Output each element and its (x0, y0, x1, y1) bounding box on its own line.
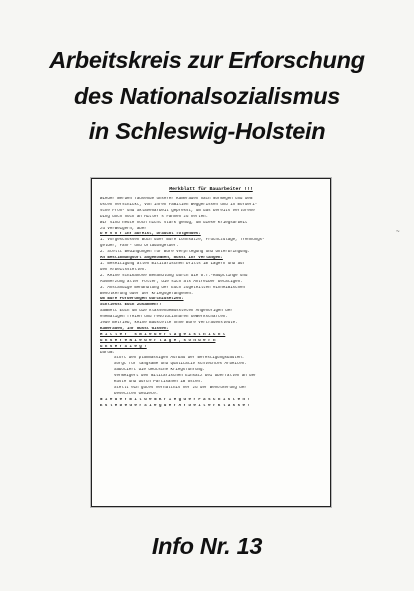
leaflet-line: besetzten Gebiete. (114, 391, 159, 396)
leaflet-lines (100, 197, 322, 410)
leaflet-line: 2. Keine schikanöse Behandlung durch die O.T.-Häuptlinge und (100, 273, 248, 278)
reproduced-leaflet (91, 178, 331, 507)
leaflet-line: Ding doch noch an Hitler's Fahnen zu heften. (100, 214, 209, 219)
leaflet-line: Kameraden, Ihr müsst wissen: (100, 326, 169, 331)
margin-mark: ~ (396, 228, 401, 235)
leaflet-line: Sammelt Euch um die klassenbewussteten Angehörigen der (100, 309, 233, 314)
leaflet-line: Stört den planmässigen Aufbau der Befestigungsbauten. (114, 356, 245, 361)
leaflet-line: sche Fron- und Sklavenarbeit gepresst, um das bereits verlorene (100, 208, 255, 213)
leaflet-line: Ausmerzung aller Folter, die sich als Antreiber betätigen. (100, 279, 243, 284)
leaflet-line: Bevölkerung oder der Kriegsgefangenen. (100, 291, 194, 296)
leaflet-line: An Bestimmungsort angekommen, müsst Ihr verlangen: (100, 256, 223, 261)
leaflet-line: gelder, Fahr- und Urlaubsgelder. (100, 244, 179, 249)
leaflet-line: Küste und durch Partisanen im Osten. (114, 380, 203, 385)
leaflet-line: Schliesst Euch zusammen!! (100, 303, 162, 308)
leaflet-line: Stellt ein gutes Verhältnis her zu der Bevölkerung der (114, 386, 247, 390)
leaflet-line: 3. Anständige Behandlung der Euch zugeteilten einheimischen (100, 285, 245, 290)
leaflet-line: Sorgt für langsame und qualitativ schlechtes Arbeiten. (114, 362, 247, 367)
leaflet-line: zu verweigern, aber (100, 226, 147, 231)
leaflet-line: Um Bure Forderungen durchzusetzen: (100, 297, 184, 302)
leaflet-line: N i e d e r m i t d e m K r i e g d e r F a s c h i s t e n ! (100, 397, 250, 402)
leaflet-line: u n s e r e N i e d e r l a g e , s o n d e r n (100, 338, 216, 343)
leaflet-line: Darum: (100, 350, 115, 355)
leaflet-line: 1. Beseitigung allen militärischen Drills im Lagern und auf (100, 261, 245, 266)
title-line-1: Arbeitskreis zur Erforschung (49, 47, 365, 73)
leaflet-line: u n s e r S i e g ! (100, 344, 147, 349)
leaflet-line: Wir sind heute noch nicht stark genug, um diese Kriegsarbeit (100, 220, 248, 225)
leaflet-line: ehemaligen freien und revolutionären Gewerkschaften. (100, 315, 228, 320)
leaflet-heading: Merkblatt für Bauarbeiter !!! (169, 187, 253, 192)
title-line-3: in Schleswig-Holstein (88, 118, 326, 144)
leaflet-line: Osten verschickt, von ihren Familien weggerissen und in mörderi- (100, 202, 258, 207)
leaflet-text (100, 187, 322, 410)
leaflet-line: Wieder werden Tausende unserer Kameraden nach Norwegen und dem (100, 197, 253, 201)
leaflet-line: b e v o r ihr abreist, braucht folgendes: (100, 232, 201, 237)
leaflet-line: 1. Vorgeschossen Buch über Bure Lohnsätze, Fruchtzulage, Trennungs- (100, 238, 265, 243)
leaflet-line: Jede Betrieb, keine Baustelle ohne Bure Vertrauensleute. (100, 321, 238, 326)
issue-number: Info Nr. 13 (151, 533, 263, 559)
title-line-2: des Nationalsozialismus (73, 83, 341, 109)
leaflet-line: 2. Stellt Bedingungen für Bure Verpflegung und Unterbringung. (100, 250, 250, 255)
leaflet-line: Verweigert den militärischen Einsatz bei Überfällen an der (114, 374, 257, 379)
leaflet-line: E s l e b e d e r S i e g d e r A r b e i t e r k l a s s e ! (100, 403, 250, 408)
leaflet-line: Sabotiert die deutsche Kriegsführung. (114, 368, 205, 373)
leaflet-line: den Arbeitsstellen. (100, 267, 147, 272)
leaflet-line: H i t l e r ' s N i e d e r l a g e i s t n i c h t (100, 332, 226, 337)
